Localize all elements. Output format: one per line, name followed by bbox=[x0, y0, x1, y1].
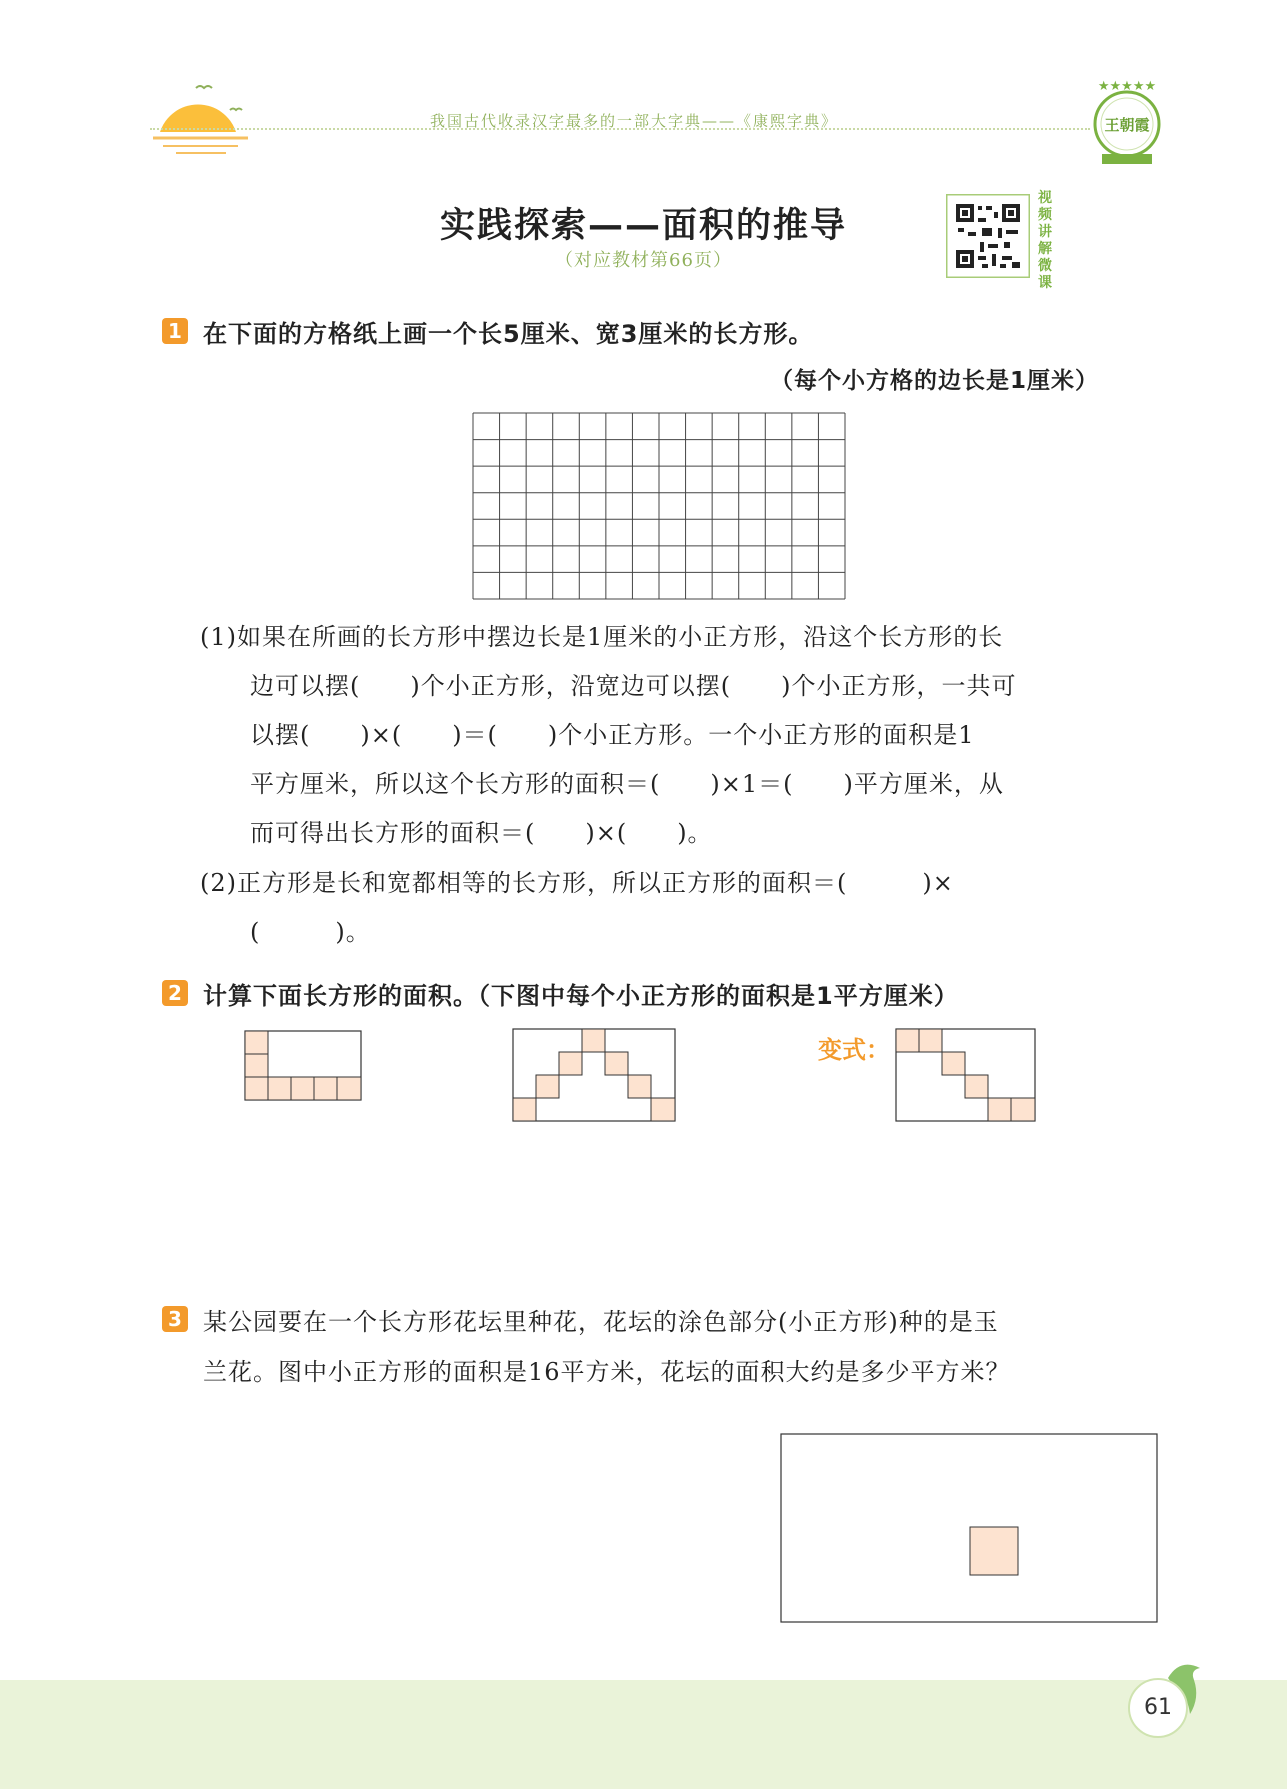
question-number-badge: 2 bbox=[162, 980, 188, 1006]
page-subtitle: （对应教材第66页） bbox=[555, 250, 732, 271]
figure-l-shape bbox=[244, 1030, 364, 1106]
question-1-text: 在下面的方格纸上画一个长5厘米、宽3厘米的长方形。 bbox=[203, 320, 814, 348]
question-2-text: 计算下面长方形的面积。（下图中每个小正方形的面积是1平方厘米） bbox=[203, 982, 959, 1010]
qr-code-icon[interactable] bbox=[946, 194, 1030, 278]
question-1-note: （每个小方格的边长是1厘米） bbox=[770, 368, 1100, 394]
figure-staircase bbox=[512, 1028, 677, 1127]
figure-variant bbox=[895, 1028, 1037, 1127]
q1-line-3: 以摆( )×( )＝( )个小正方形。一个小正方形的面积是1 bbox=[250, 721, 975, 749]
qr-caption: 视频讲解微课 bbox=[1038, 190, 1052, 291]
q1-line-1: (1)如果在所画的长方形中摆边长是1厘米的小正方形，沿这个长方形的长 bbox=[200, 623, 1004, 651]
q3-line-2: 兰花。图中小正方形的面积是16平方米，花坛的面积大约是多少平方米？ bbox=[203, 1358, 1011, 1386]
q1-line-2: 边可以摆( )个小正方形，沿宽边可以摆( )个小正方形，一共可 bbox=[250, 672, 1017, 700]
q1-line-5: 而可得出长方形的面积＝( )×( )。 bbox=[250, 819, 713, 847]
header-tagline: 我国古代收录汉字最多的一部大字典——《康熙字典》 bbox=[430, 112, 839, 130]
q3-line-1: 某公园要在一个长方形花坛里种花，花坛的涂色部分(小正方形)种的是玉 bbox=[203, 1308, 999, 1336]
page-number: 61 bbox=[1128, 1678, 1188, 1738]
question-number-badge: 1 bbox=[162, 318, 188, 344]
footer-band bbox=[0, 1680, 1287, 1789]
brand-logo-text: 王朝霞 bbox=[1104, 116, 1150, 134]
q1-line-4: 平方厘米，所以这个长方形的面积＝( )×1＝( )平方厘米，从 bbox=[250, 770, 1004, 798]
square-grid[interactable] bbox=[472, 412, 846, 604]
variant-label: 变式： bbox=[818, 1036, 890, 1064]
q1-line-6: (2)正方形是长和宽都相等的长方形，所以正方形的面积＝( )× bbox=[200, 869, 954, 897]
sun-logo-icon bbox=[148, 70, 258, 164]
page-title: 实践探索——面积的推导 bbox=[439, 206, 847, 246]
question-number-badge: 3 bbox=[162, 1306, 188, 1332]
brand-logo bbox=[1088, 76, 1166, 168]
flowerbed-figure bbox=[780, 1433, 1160, 1629]
q1-line-7: ( )。 bbox=[250, 918, 371, 946]
svg-text:★★★★★: ★★★★★ bbox=[1097, 79, 1157, 94]
